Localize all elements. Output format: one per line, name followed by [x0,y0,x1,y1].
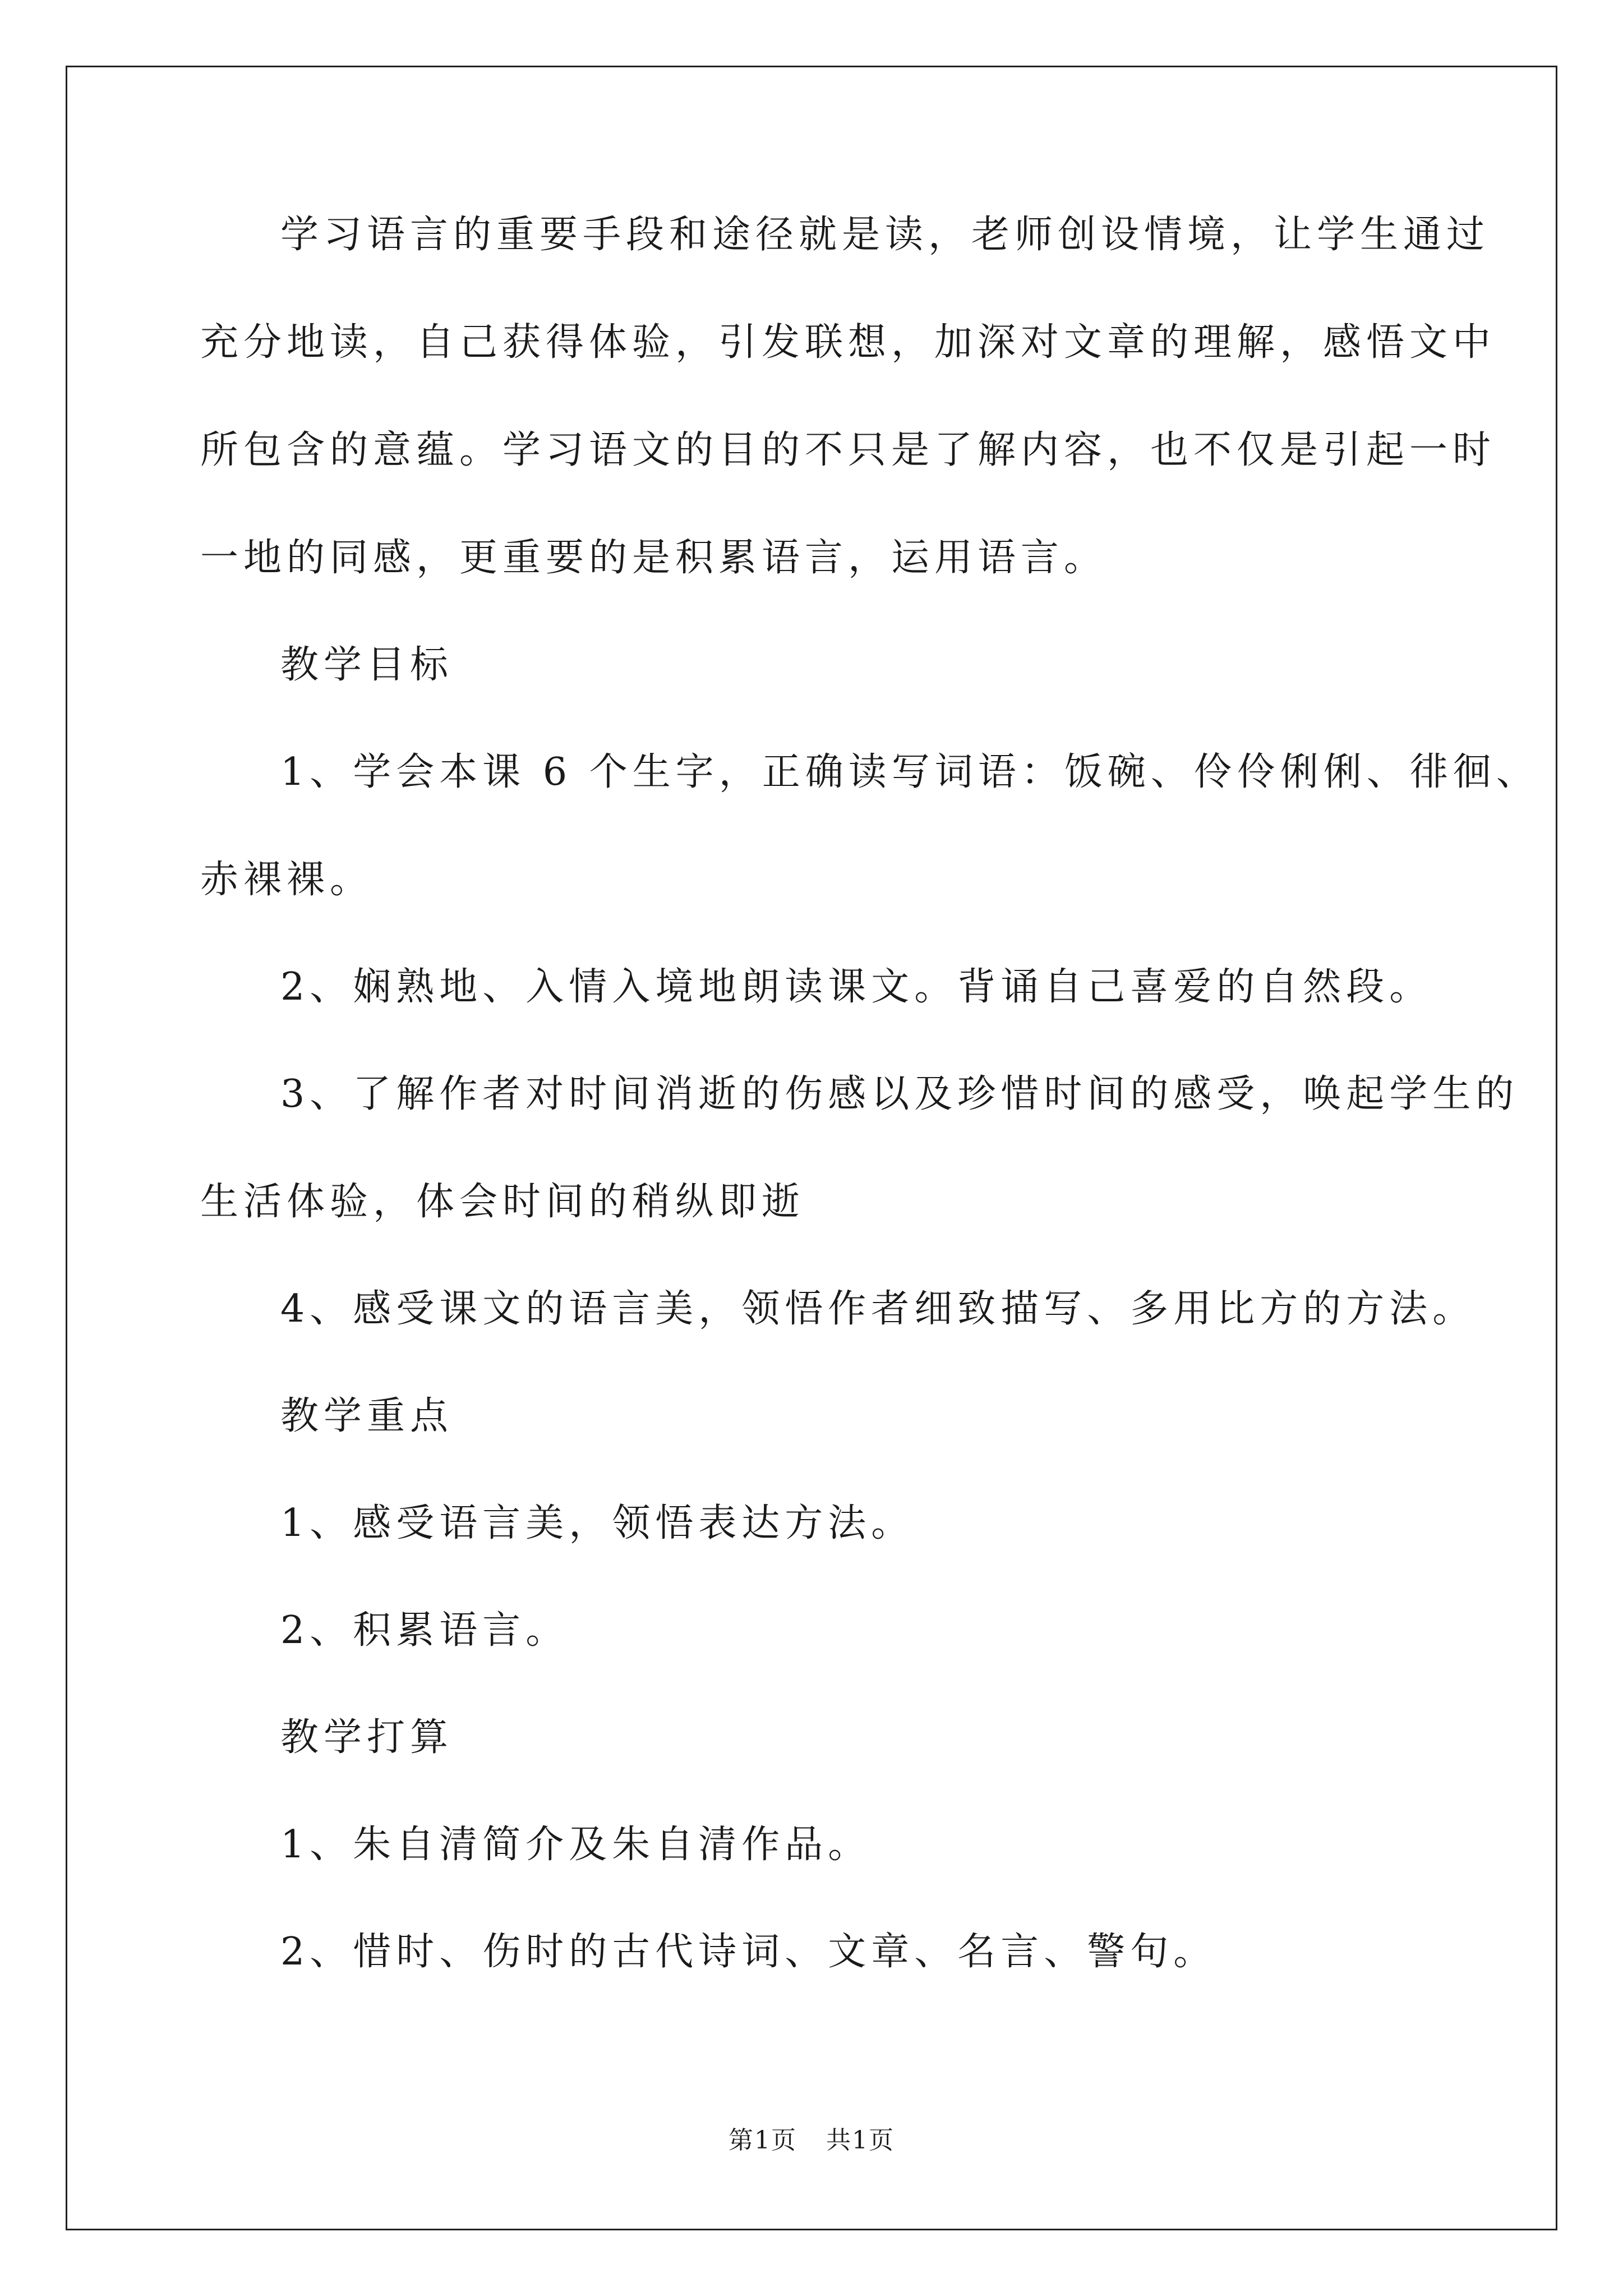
page-number: 第1页 [728,2126,797,2155]
text-line: 4、感受课文的语言美，领悟作者细致描写、多用比方的方法。 [280,1287,1476,1331]
text-line: 1、朱自清简介及朱自清作品。 [280,1823,872,1867]
text-line: 教学打算 [280,1715,454,1760]
paragraph [200,745,1539,908]
text-line: 所包含的意蕴。学习语文的目的不只是了解内容，也不仅是引起一时 [200,428,1496,472]
text-line: 3、了解作者对时间消逝的伤感以及珍惜时间的感受，唤起学生的 [280,1072,1519,1116]
text-line: 教学重点 [280,1394,454,1438]
text-line: 2、娴熟地、入情入境地朗读课文。背诵自己喜爱的自然段。 [280,965,1433,1009]
document-body [200,208,1539,2032]
paragraph [200,1710,1462,1765]
page-total: 共1页 [826,2126,895,2155]
text-line: 学习语言的重要手段和途径就是读，老师创设情境，让学生通过 [280,213,1490,257]
paragraph [200,1925,1462,1980]
text-line: 一地的同感，更重要的是积累语言，运用语言。 [200,536,1108,580]
paragraph [200,1603,1462,1658]
paragraph [200,960,1462,1015]
paragraph [200,1282,1476,1337]
text-line: 生活体验，体会时间的稍纵即逝 [200,1180,805,1224]
page-footer [0,2125,1623,2156]
text-line: 2、惜时、伤时的古代诗词、文章、名言、警句。 [280,1930,1217,1974]
text-line: 充分地读，自己获得体验，引发联想，加深对文章的理解，感悟文中 [200,320,1496,365]
paragraph [200,638,1462,693]
paragraph [200,1818,1462,1872]
text-line: 1、感受语言美，领悟表达方法。 [280,1501,915,1545]
paragraph [200,1389,1462,1444]
text-line: 1、学会本课 6 个生字，正确读写词语：饭碗、伶伶俐俐、徘徊、 [280,750,1539,794]
text-line: 2、积累语言。 [280,1608,569,1653]
paragraph [200,1067,1519,1230]
paragraph [200,208,1496,586]
text-line: 赤裸裸。 [200,858,374,902]
paragraph [200,1496,1462,1551]
text-line: 教学目标 [280,643,454,687]
